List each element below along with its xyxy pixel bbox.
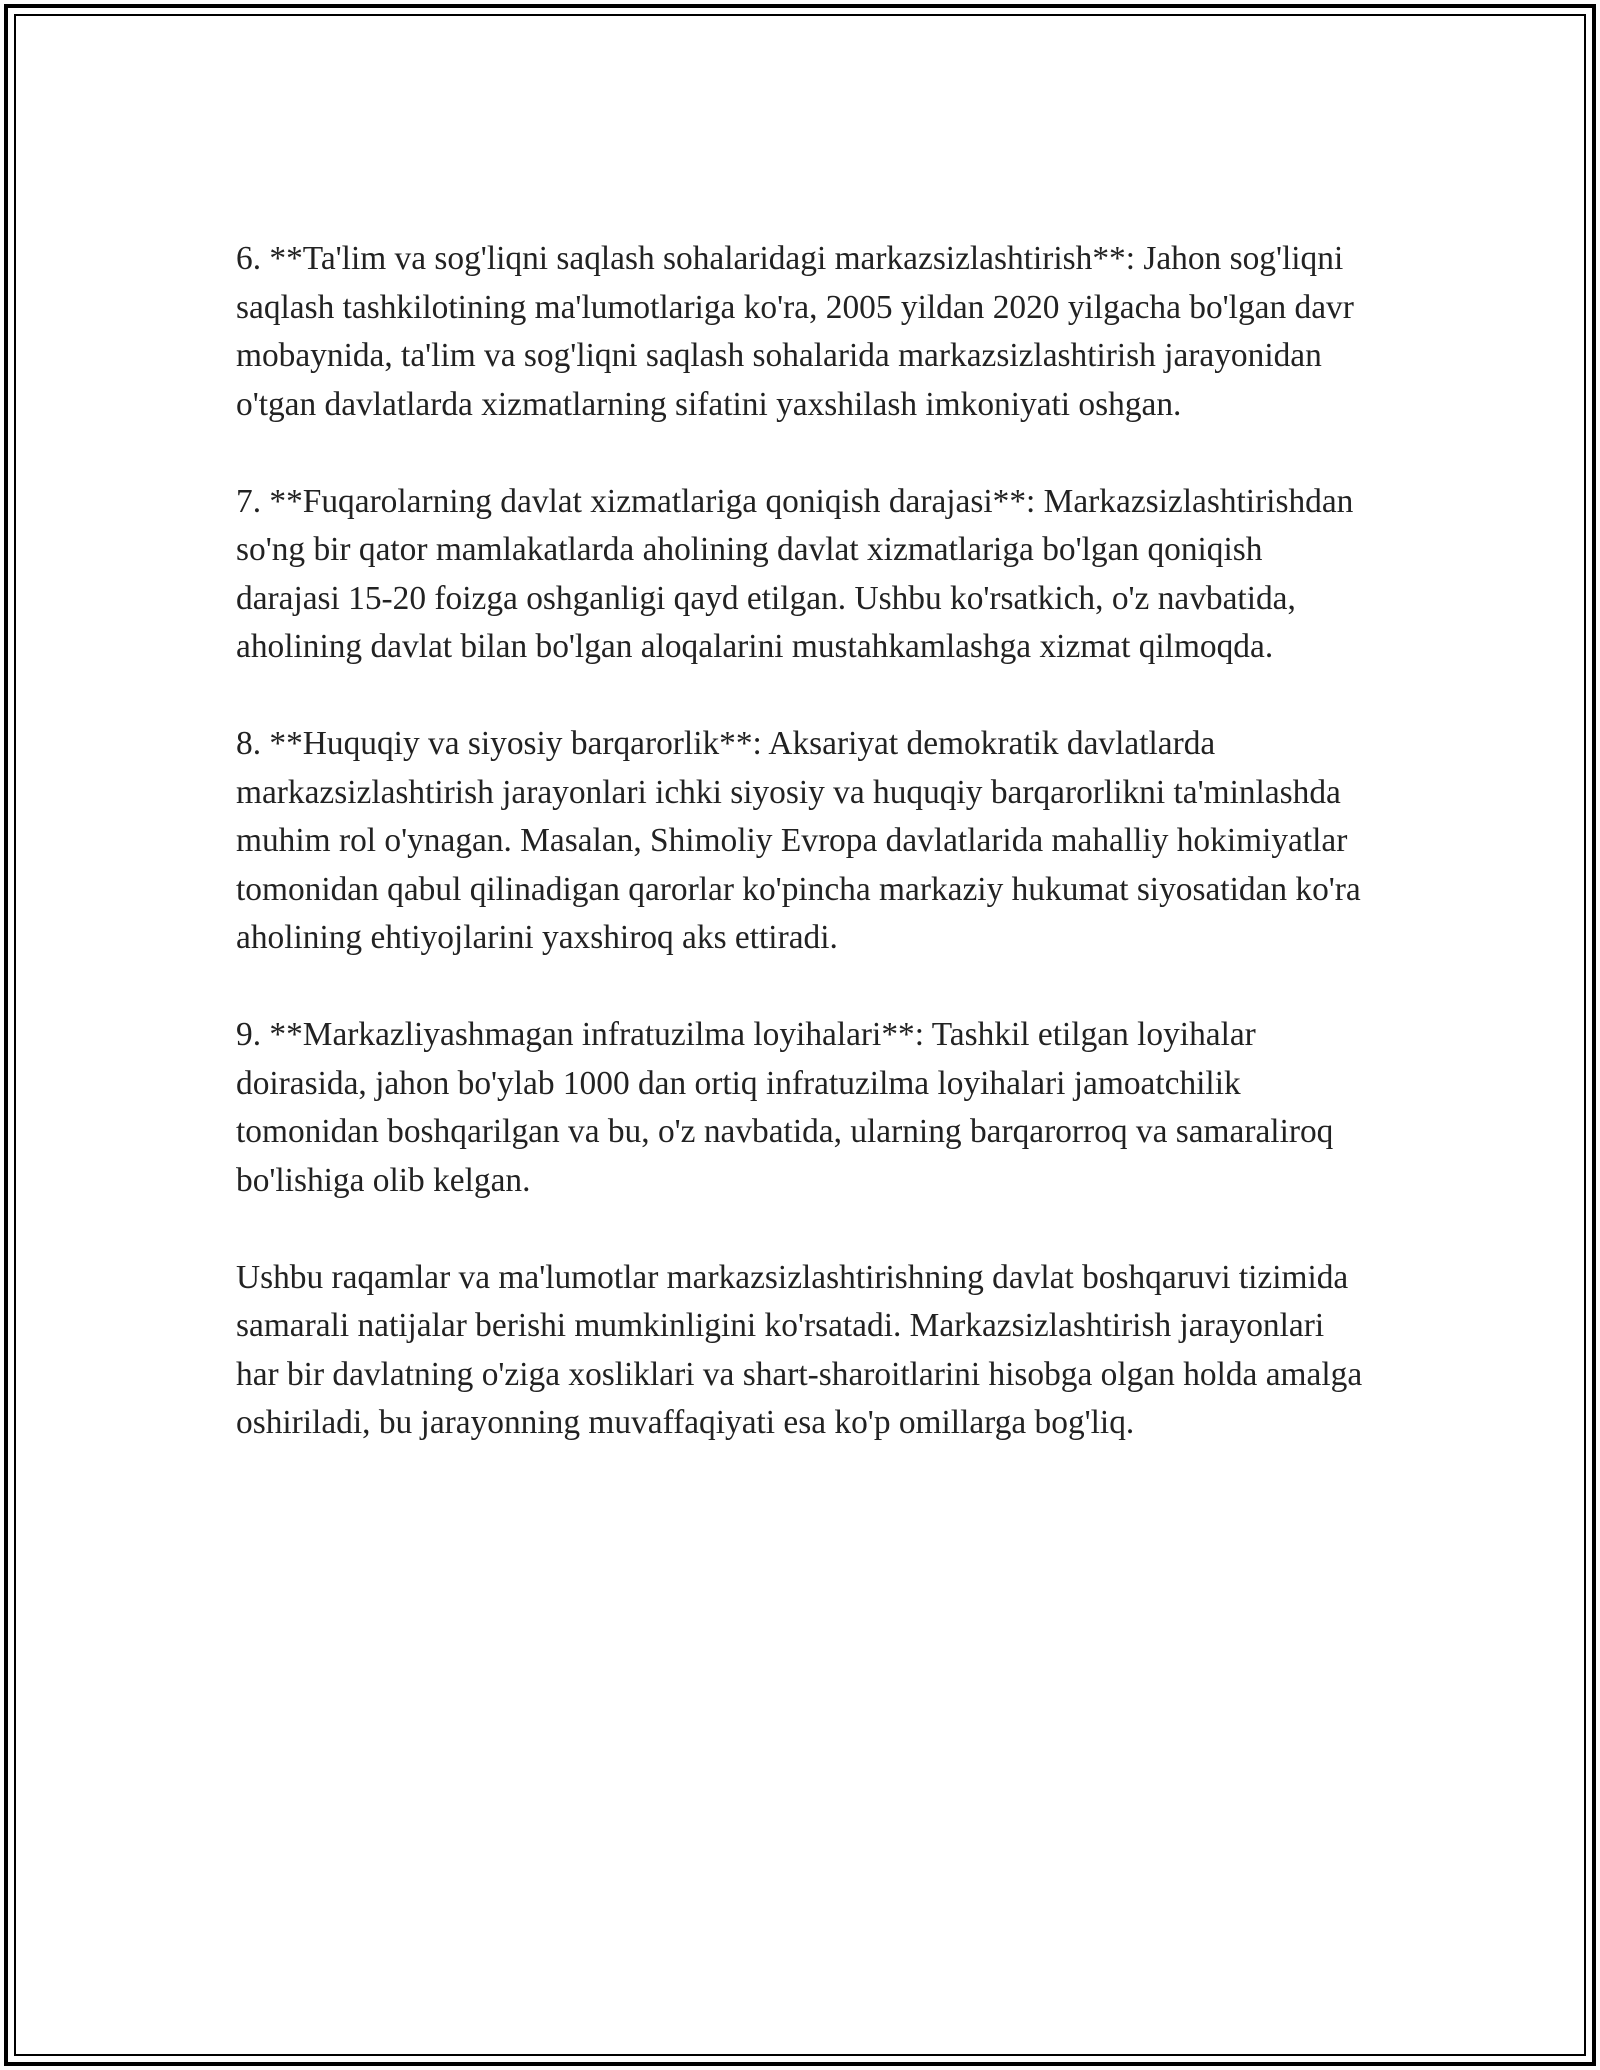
paragraph-8: 8. **Huquqiy va siyosiy barqarorlik**: Aksariyat demokratik davlatlarda markazsizlashtirish jarayonlari ichki siyosiy va huquqiy barqarorlikni ta'minlashda muhim rol o'ynagan. Masalan, Shimoliy Evropa davlatlarida mahalliy hokimiyatlar tomonidan qabul qilinadigan qarorlar ko'pincha markaziy hukumat siyosatidan ko'ra aholining ehtiyojlarini yaxshiroq aks ettiradi. [236,725,1361,956]
paragraph-9: 9. **Markazliyashmagan infratuzilma loyihalari**: Tashkil etilgan loyihalar doirasida, jahon bo'ylab 1000 dan ortiq infratuzilma loyihalari jamoatchilik tomonidan boshqarilgan va bu, o'z navbatida, ularning barqarorroq va samaraliroq bo'lishiga olib kelgan. [236,1016,1334,1199]
paragraph-6: 6. **Ta'lim va sog'liqni saqlash sohalaridagi markazsizlashtirish**: Jahon sog'liqni saqlash tashkilotining ma'lumotlariga ko'ra, 2005 yildan 2020 yilgacha bo'lgan davr mobaynida, ta'lim va sog'liqni saqlash sohalarida markazsizlashtirish jarayonidan o'tgan davlatlarda xizmatlarning sifatini yaxshilash imkoniyati oshgan. [236,240,1354,423]
paragraph-conclusion: Ushbu raqamlar va ma'lumotlar markazsizlashtirishning davlat boshqaruvi tizimida samarali natijalar berishi mumkinligini ko'rsatadi. Markazsizlashtirish jarayonlari har bir davlatning o'ziga xosliklari va shart-sharoitlarini hisobga olgan holda amalga oshiriladi, bu jarayonning muvaffaqiyati esa ko'p omillarga bog'liq. [236,1258,1363,1441]
paragraph-7: 7. **Fuqarolarning davlat xizmatlariga qoniqish darajasi**: Markazsizlashtirishdan so'ng bir qator mamlakatlarda aholining davlat xizmatlariga bo'lgan qoniqish darajasi 15-20 foizga oshganligi qayd etilgan. Ushbu ko'rsatkich, o'z navbatida, aholining davlat bilan bo'lgan aloqalarini mustahkamlashga xizmat qilmoqda. [236,482,1354,665]
document-body [236,235,1366,1496]
